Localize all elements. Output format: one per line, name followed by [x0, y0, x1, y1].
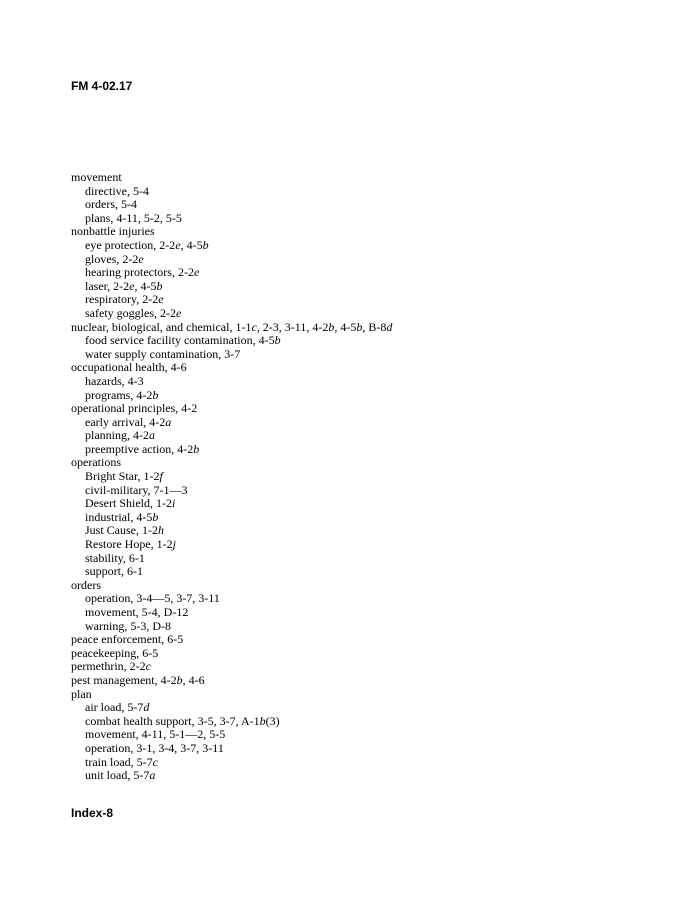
index-entry: pest management, 4-2b, 4-6: [71, 672, 205, 687]
index-entry: peacekeeping, 6-5: [71, 645, 159, 660]
index-subentry: water supply contamination, 3-7: [85, 346, 241, 361]
index-subentry: warning, 5-3, D-8: [85, 618, 171, 633]
index-subentry: eye protection, 2-2e, 4-5b: [85, 237, 209, 252]
index-subentry: orders, 5-4: [85, 197, 137, 212]
index-subentry: movement, 4-11, 5-1—2, 5-5: [85, 727, 226, 742]
index-subentry: civil-military, 7-1—3: [85, 482, 188, 497]
index-entry: peace enforcement, 6-5: [71, 632, 184, 647]
index-subentry: industrial, 4-5b: [85, 509, 159, 524]
index-entry: plan: [71, 686, 92, 701]
index-subentry: programs, 4-2b: [85, 387, 159, 402]
index-subentry: early arrival, 4-2a: [85, 414, 172, 429]
index-subentry: Desert Shield, 1-2i: [85, 496, 176, 511]
index-entry: operational principles, 4-2: [71, 401, 198, 416]
index-subentry: train load, 5-7c: [85, 754, 158, 769]
index-subentry: Just Cause, 1-2h: [85, 523, 164, 538]
index-subentry: Restore Hope, 1-2j: [85, 537, 176, 552]
index-entry: orders: [71, 577, 101, 592]
index-entry: permethrin, 2-2c: [71, 659, 151, 674]
index-entry: nuclear, biological, and chemical, 1-1c, 2-3, 3-11, 4-2b, 4-5b, B-8d: [71, 319, 393, 334]
index-subentry: respiratory, 2-2e: [85, 292, 164, 307]
index-subentry: unit load, 5-7a: [85, 768, 156, 783]
index-subentry: planning, 4-2a: [85, 428, 155, 443]
index-entry: movement: [71, 170, 122, 184]
index-subentry: hearing protectors, 2-2e: [85, 265, 200, 280]
index-subentry: preemptive action, 4-2b: [85, 441, 200, 456]
page-footer: Index-8: [71, 806, 114, 820]
index-subentry: stability, 6-1: [85, 550, 145, 565]
index-subentry: food service facility contamination, 4-5b: [85, 333, 281, 348]
index-subentry: movement, 5-4, D-12: [85, 605, 189, 619]
index-subentry: support, 6-1: [85, 564, 143, 579]
index-subentry: combat health support, 3-5, 3-7, A-1b(3): [85, 713, 280, 728]
index-subentry: hazards, 4-3: [85, 373, 144, 388]
page-header: FM 4-02.17: [71, 79, 133, 93]
index-subentry: gloves, 2-2e: [85, 251, 144, 266]
index-subentry: safety goggles, 2-2e: [85, 305, 182, 320]
index-subentry: laser, 2-2e, 4-5b: [85, 278, 163, 293]
index-subentry: air load, 5-7d: [85, 700, 150, 715]
index-subentry: Bright Star, 1-2f: [85, 469, 163, 484]
index-subentry: operation, 3-4—5, 3-7, 3-11: [85, 591, 220, 606]
index-subentry: directive, 5-4: [85, 183, 149, 198]
index-subentry: operation, 3-1, 3-4, 3-7, 3-11: [85, 740, 224, 755]
index-entry: operations: [71, 455, 121, 470]
index-entry: nonbattle injuries: [71, 224, 155, 239]
index-subentry: plans, 4-11, 5-2, 5-5: [85, 210, 182, 225]
index-entry: occupational health, 4-6: [71, 360, 187, 375]
index-list: [71, 171, 671, 783]
